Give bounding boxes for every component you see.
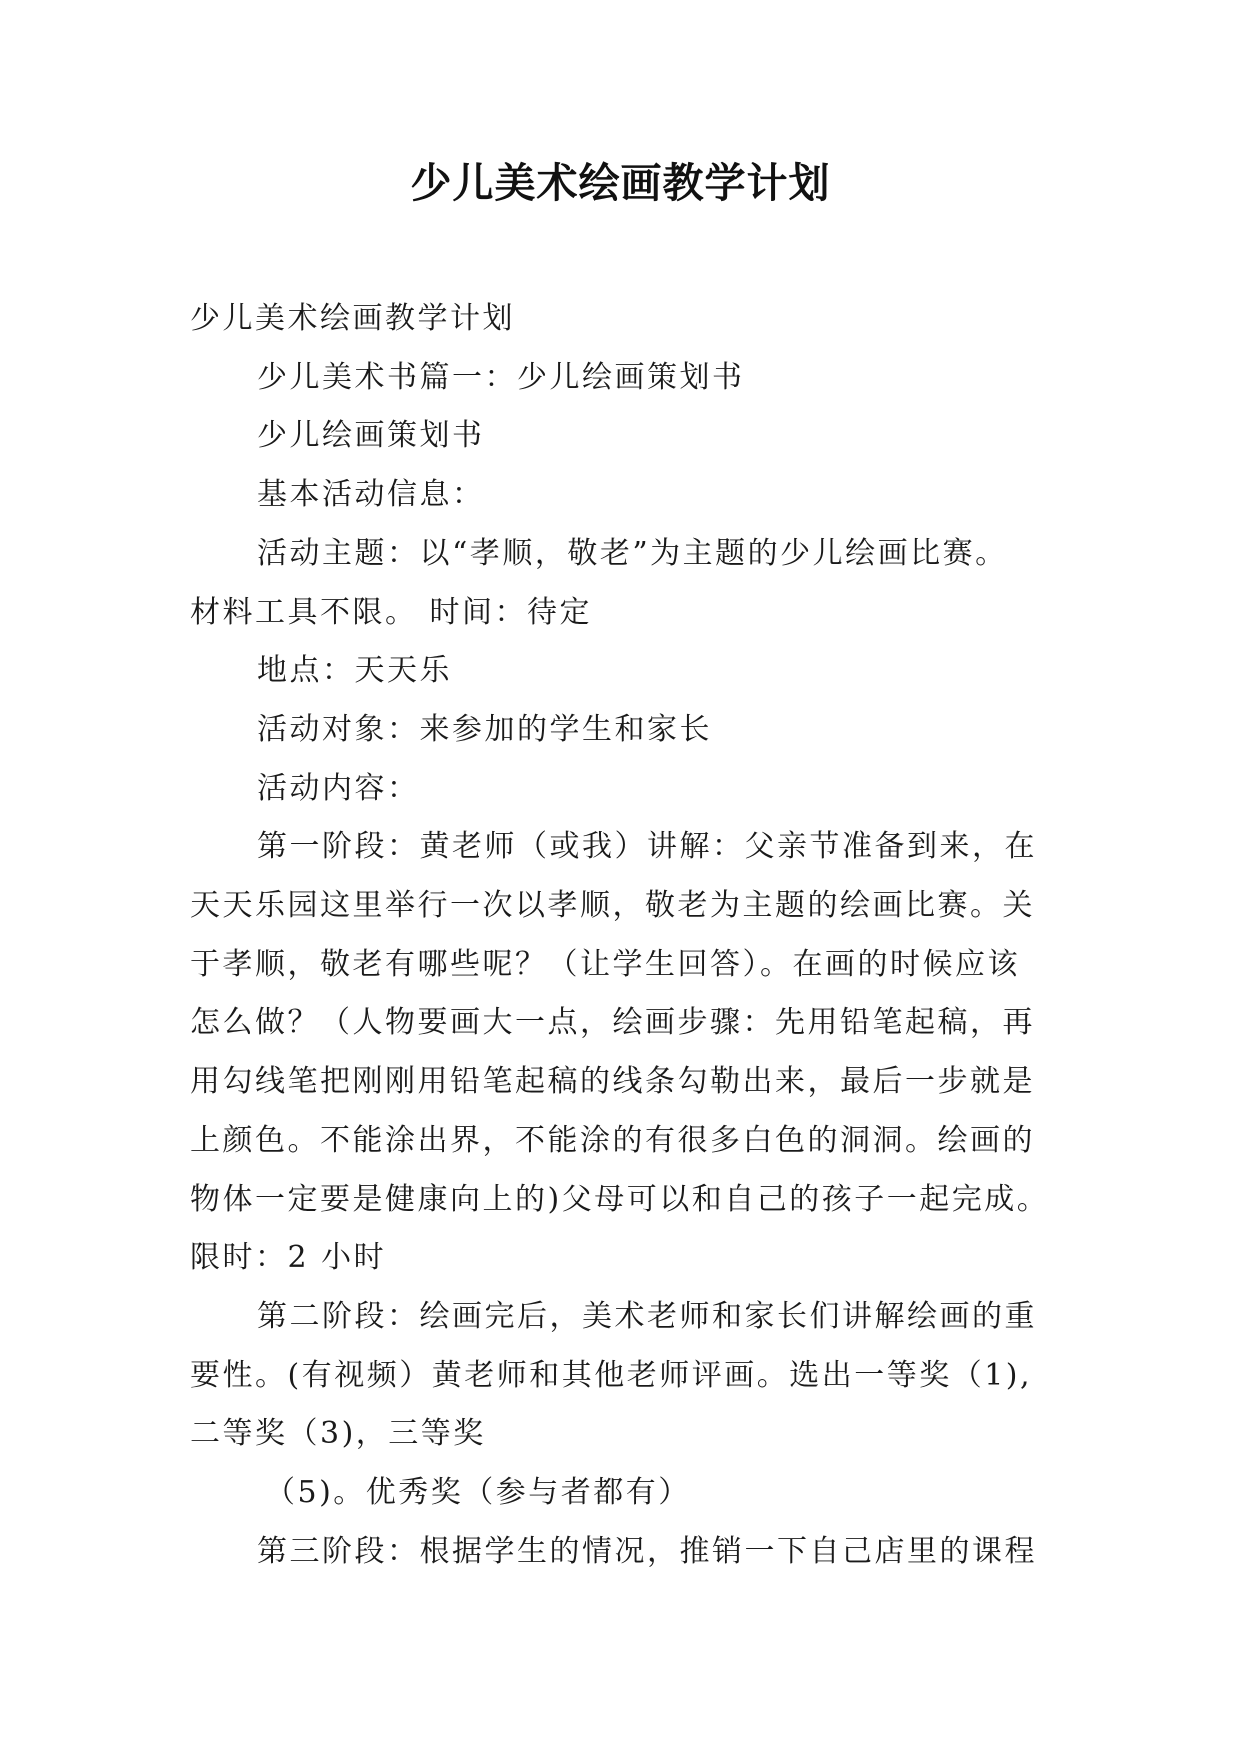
body-line: 天天乐园这里举行一次以孝顺，敬老为主题的绘画比赛。关 [190,888,1035,924]
body-line: 第二阶段：绘画完后，美术老师和家长们讲解绘画的重 [257,1298,1037,1334]
body-line: 活动主题：以“孝顺，敬老”为主题的少儿绘画比赛。 [257,535,1008,571]
body-line: 上颜色。不能涂出界，不能涂的有很多白色的洞洞。绘画的 [190,1122,1035,1158]
body-line: 第三阶段：根据学生的情况，推销一下自己店里的课程 [257,1533,1037,1569]
body-line: 地点：天天乐 [257,653,452,689]
body-line: 限时：2 小时 [190,1240,387,1276]
body-line: 材料工具不限。 时间：待定 [190,594,593,630]
document-body [190,290,1070,1581]
body-line: 怎么做？（人物要画大一点，绘画步骤：先用铅笔起稿，再 [190,1005,1035,1041]
body-line: 于孝顺，敬老有哪些呢？（让学生回答）。在画的时候应该 [190,946,1020,982]
document-title: 少儿美术绘画教学计划 [410,159,831,207]
body-line: 活动内容： [257,770,420,806]
body-line: 基本活动信息： [257,477,485,513]
body-line: 少儿美术书篇一：少儿绘画策划书 [257,359,745,395]
body-line: 要性。(有视频）黄老师和其他老师评画。选出一等奖（1), [190,1357,1033,1393]
body-line: 少儿美术绘画教学计划 [190,301,515,336]
body-line: 物体一定要是健康向上的)父母可以和自己的孩子一起完成。 [190,1181,1050,1217]
body-line: （5)。优秀奖（参与者都有） [265,1475,691,1511]
body-line: 活动对象：来参加的学生和家长 [257,711,712,747]
body-line: 少儿绘画策划书 [257,418,485,454]
body-line: 二等奖（3)，三等奖 [190,1416,486,1452]
body-line: 用勾线笔把刚刚用铅笔起稿的线条勾勒出来，最后一步就是 [190,1064,1035,1100]
body-line: 第一阶段：黄老师（或我）讲解：父亲节准备到来，在 [257,829,1037,865]
